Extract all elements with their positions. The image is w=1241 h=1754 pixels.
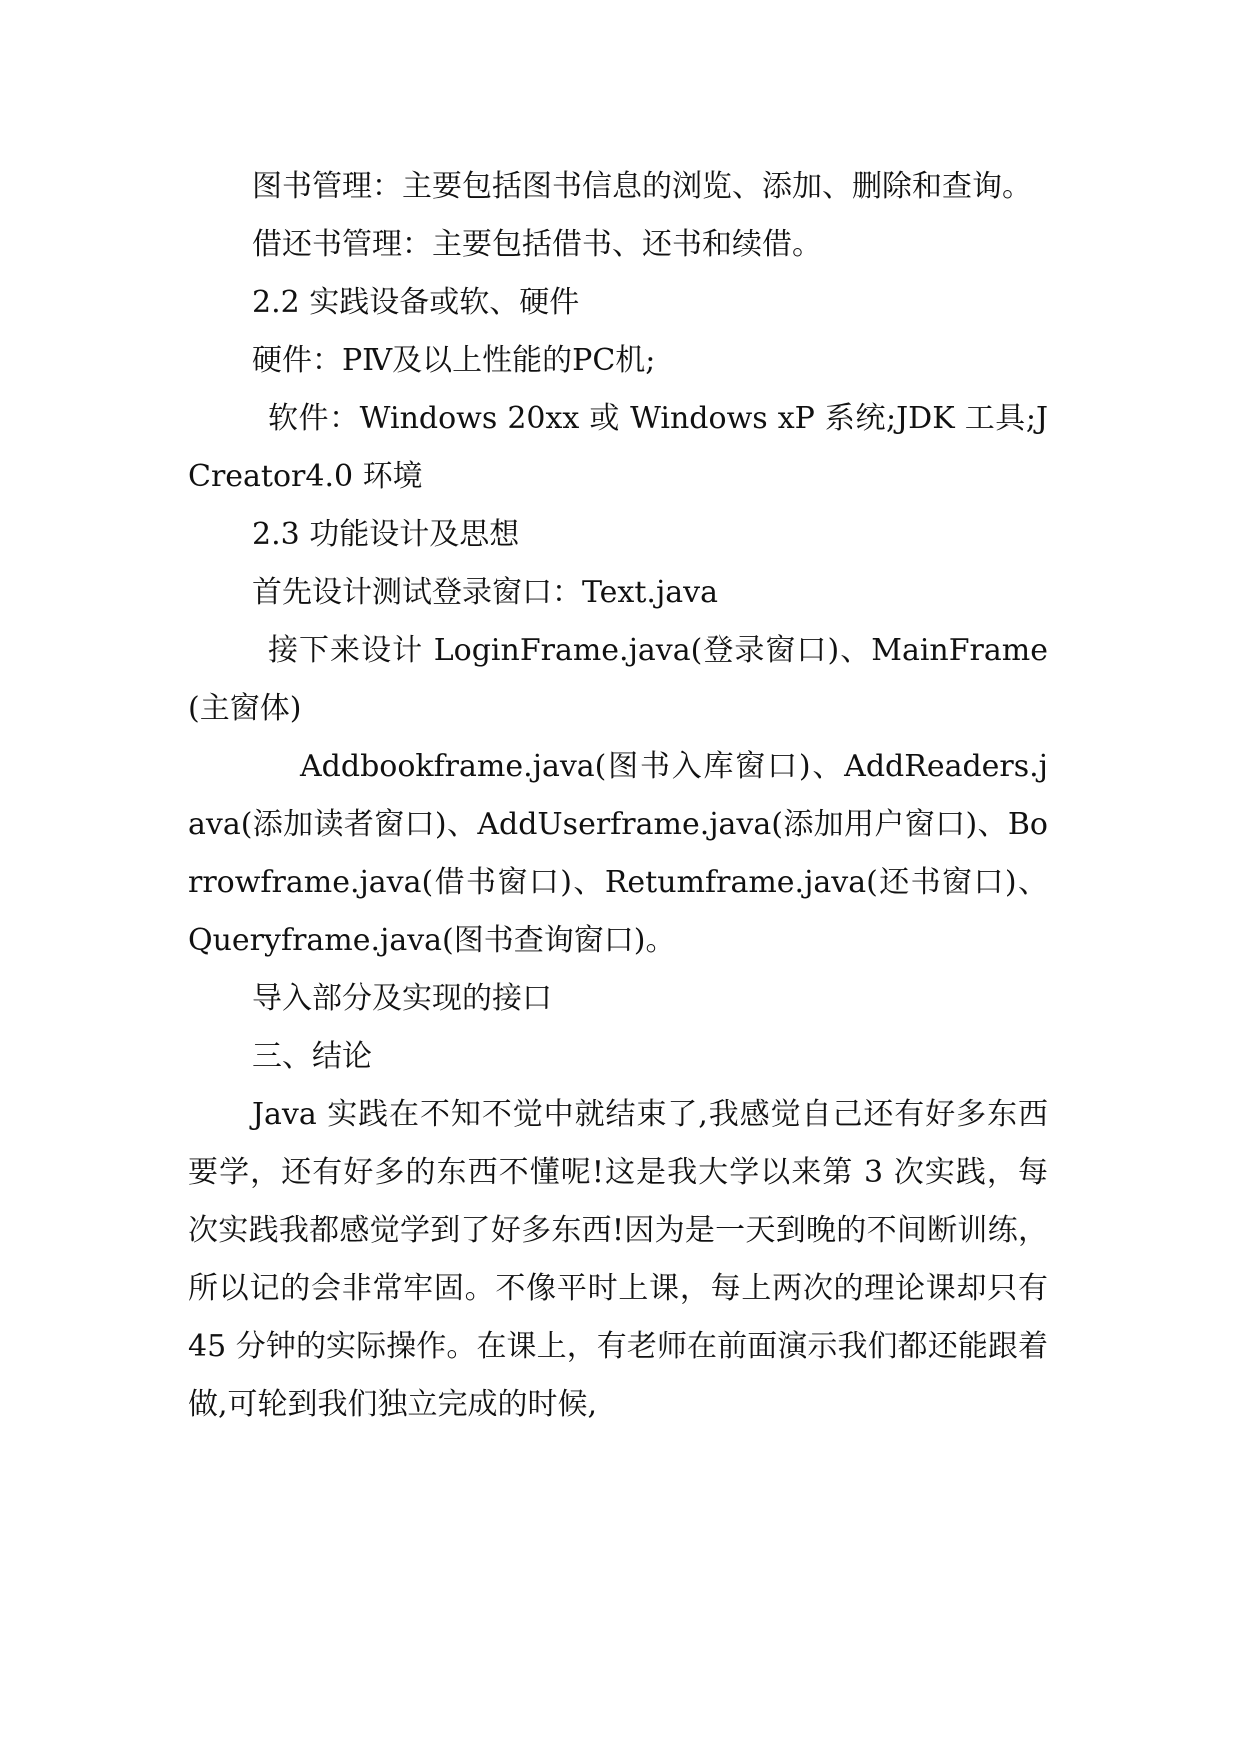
paragraph-book-management: 图书管理：主要包括图书信息的浏览、添加、删除和查询。 xyxy=(252,169,1032,204)
paragraph-next-design: 接下来设计 LoginFrame.java(登录窗口)、MainFrame(主窗体) xyxy=(188,633,1048,726)
paragraph-imports: 导入部分及实现的接口 xyxy=(252,981,552,1016)
paragraph-frames-list: Addbookframe.java(图书入库窗口)、AddReaders.java(添加读者窗口)、AddUserframe.java(添加用户窗口)、Borrowframe.java(借书窗口)、Retumframe.java(还书窗口)、Queryframe.java(图书查询窗口)。 xyxy=(188,749,1048,958)
paragraph-software: 软件：Windows 20xx 或 Windows xP 系统;JDK 工具;JCreator4.0 环境 xyxy=(188,401,1048,494)
paragraph-borrow-return: 借还书管理：主要包括借书、还书和续借。 xyxy=(252,227,822,262)
paragraph-hardware: 硬件：PⅣ及以上性能的PC机; xyxy=(252,343,656,378)
section-heading-conclusion: 三、结论 xyxy=(252,1039,372,1074)
section-heading-2-3: 2.3 功能设计及思想 xyxy=(252,517,520,552)
section-heading-2-2: 2.2 实践设备或软、硬件 xyxy=(252,285,580,320)
paragraph-login-window: 首先设计测试登录窗口：Text.java xyxy=(252,575,718,610)
paragraph-conclusion: Java 实践在不知不觉中就结束了,我感觉自己还有好多东西要学，还有好多的东西不懂呢!这是我大学以来第 3 次实践，每次实践我都感觉学到了好多东西!因为是一天到晚的不间断训练，所以记的会非常牢固。不像平时上课，每上两次的理论课却只有 45 分钟的实际操作。在课上，有老师在前面演示我们都还能跟着做,可轮到我们独立完成的时候, xyxy=(188,1097,1048,1422)
document-body xyxy=(188,158,1048,1434)
